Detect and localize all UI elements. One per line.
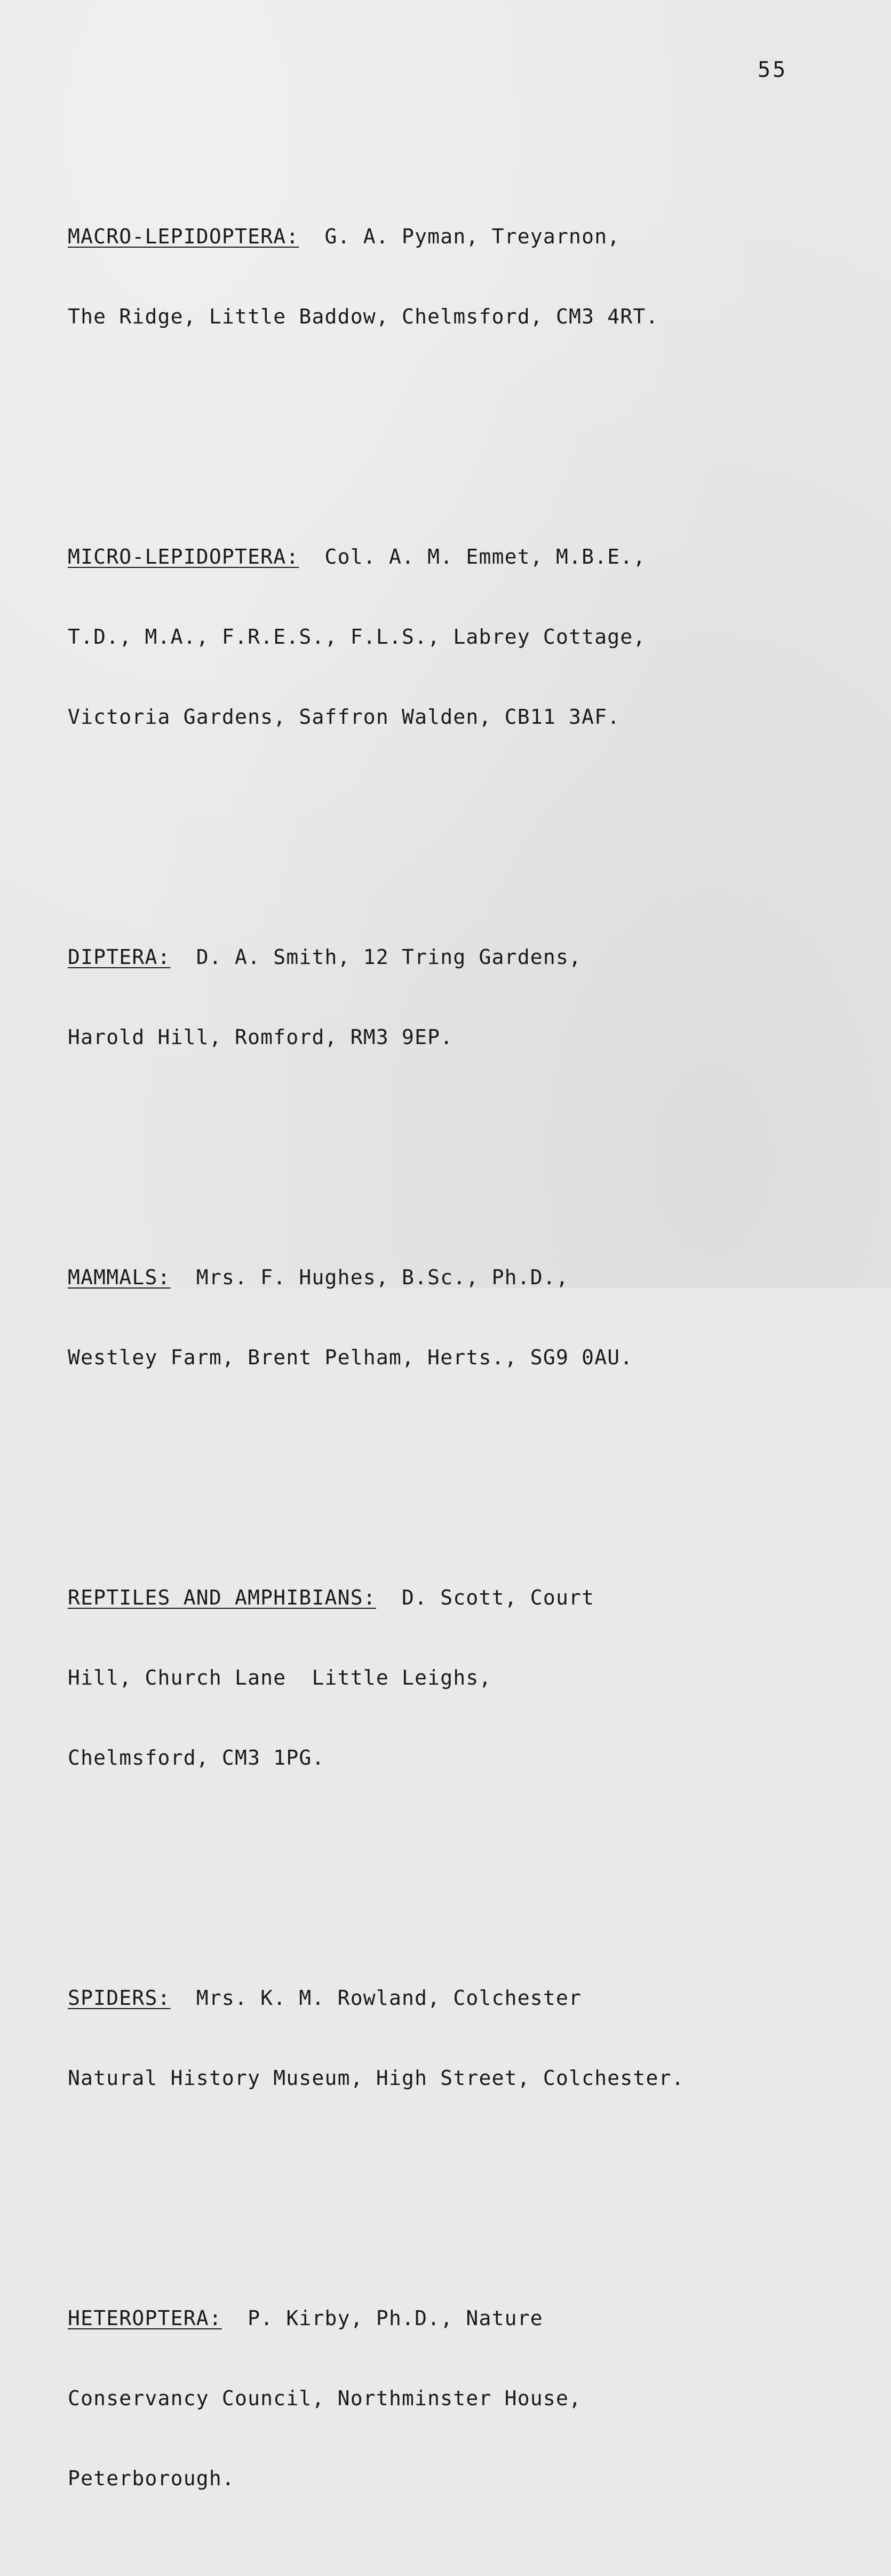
recorders-list [68, 90, 868, 2576]
address-line: Chelmsford, CM3 1PG. [68, 1746, 325, 1769]
address-line: Hill, Church Lane Little Leighs, [68, 1666, 492, 1689]
recorder-entry-heteroptera [68, 2251, 868, 2545]
address-line: Victoria Gardens, Saffron Walden, CB11 3AF. [68, 705, 620, 729]
recorder-name: Col. A. M. Emmet, M.B.E., [299, 545, 646, 568]
entry-first-line [68, 1264, 868, 1291]
section-heading: MICRO-LEPIDOPTERA: [68, 545, 299, 568]
entry-first-line [68, 2305, 868, 2332]
recorder-name: D. A. Smith, 12 Tring Gardens, [170, 945, 582, 969]
section-heading: HETEROPTERA: [68, 2306, 222, 2330]
recorder-entry-micro-lepidoptera [68, 490, 868, 784]
address-line: T.D., M.A., F.R.E.S., F.L.S., Labrey Cottage, [68, 625, 646, 649]
section-heading: SPIDERS: [68, 1986, 171, 2010]
address-line: The Ridge, Little Baddow, Chelmsford, CM3 4RT. [68, 305, 659, 328]
section-heading: REPTILES AND AMPHIBIANS: [68, 1586, 376, 1609]
section-heading: DIPTERA: [68, 945, 171, 969]
entry-first-line [68, 543, 868, 570]
recorder-name: G. A. Pyman, Treyarnon, [299, 225, 620, 248]
address-line: Conservancy Council, Northminster House, [68, 2387, 582, 2410]
recorder-entry-macro-lepidoptera [68, 170, 868, 383]
entry-first-line [68, 1584, 868, 1611]
recorder-name: Mrs. K. M. Rowland, Colchester [170, 1986, 582, 2010]
recorder-entry-diptera [68, 890, 868, 1104]
address-line: Natural History Museum, High Street, Colchester. [68, 2066, 685, 2090]
recorder-name: D. Scott, Court [376, 1586, 595, 1609]
recorder-name: Mrs. F. Hughes, B.Sc., Ph.D., [170, 1266, 569, 1289]
address-line: Westley Farm, Brent Pelham, Herts., SG9 0AU. [68, 1346, 633, 1369]
address-line: Peterborough. [68, 2467, 235, 2490]
entry-first-line [68, 1985, 868, 2011]
address-line: Harold Hill, Romford, RM3 9EP. [68, 1025, 454, 1049]
section-heading: MAMMALS: [68, 1266, 171, 1289]
recorder-entry-mammals [68, 1211, 868, 1424]
section-heading: MACRO-LEPIDOPTERA: [68, 225, 299, 248]
recorder-entry-reptiles-amphibians [68, 1531, 868, 1824]
recorder-name: P. Kirby, Ph.D., Nature [221, 2306, 543, 2330]
page-number: 55 [758, 58, 788, 82]
entry-first-line [68, 223, 868, 250]
entry-first-line [68, 944, 868, 970]
recorder-entry-spiders [68, 1931, 868, 2145]
